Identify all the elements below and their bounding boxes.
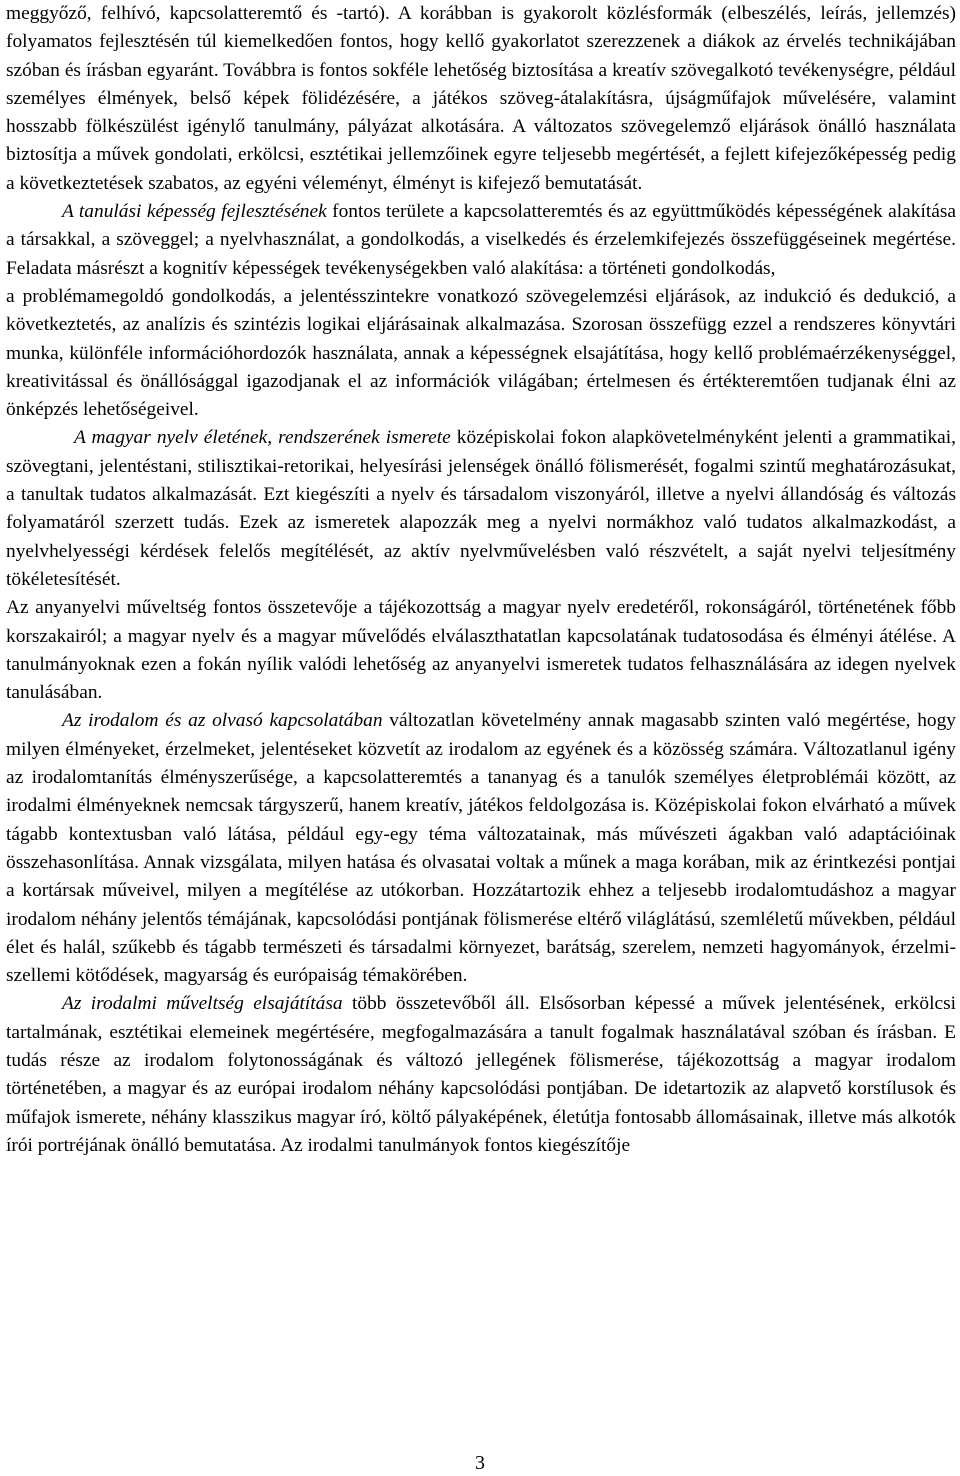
document-page [6,0,956,1160]
paragraph-mother-tongue [6,594,956,707]
italic-heading: Az irodalmi műveltség elsajátítása [62,993,343,1015]
paragraph-text: meggyőző, felhívó, kapcsolatteremtő és -tartó). A korábban is gyakorolt közlésformák (elbeszélés, leírás, jellemzés) folyamatos fejlesztésén túl kiemelkedően fontos, hogy kellő gyakorlatot szerezzenek a diákok az érvelés technikájában szóban és írásban egyaránt. Továbbra is fontos sokféle lehetőség biztosítása a kreatív szövegalkotó tevékenységre, például személyes élmények, belső képek fölidézésére, a játékos szöveg-átalakításra, újságműfajok művelésére, valamint hosszabb fölkészülést igénylő tanulmány, pályázat alkotására. A változatos szövegelemző eljárások önálló használata biztosítja a művek gondolati, erkölcsi, esztétikai jellemzőinek egyre teljesebb megértését, a fejlett kifejezőképesség pedig a következtetések szabatos, az egyéni véleményt, élményt is kifejező bemutatását. [6,3,956,194]
paragraph-literary-literacy [6,990,956,1160]
paragraph-text: a problémamegoldó gondolkodás, a jelentésszintekre vonatkozó szövegelemzési eljárások, az indukció és dedukció, a következtetés, az analízis és szintézis logikai eljárásainak alkalmazása. Szorosan összefügg ezzel a rendszeres könyvtári munka, különféle információhordozók használata, annak a képességnek elsajátítása, hogy kellő problémaérzékenységgel, kreativitással és önállósággal igazodjanak el az információk világában; értelmesen és értékteremtően tudjanak élni az önképzés lehetőségeivel. [6,285,956,421]
paragraph-text: Az anyanyelvi műveltség fontos összetevője a tájékozottság a magyar nyelv eredetéről, rokonságáról, történetének főbb korszakairól; a magyar nyelv és a magyar művelődés elválaszthatatlan kapcsolatának tudatosodása és élményi átélése. A tanulmányoknak ezen a fokán nyílik valódi lehetőség az anyanyelvi ismeretek tudatos felhasználására az idegen nyelvek tanulásában. [6,597,956,704]
paragraph-learning-ability-continued [6,283,956,424]
paragraph-text: változatlan követelmény annak magasabb szinten való megértése, hogy milyen élményeket, érzelmeket, jelentéseket közvetít az irodalom az egyének és a közösség számára. Változatlanul igény az irodalomtanítás élményszerűsége, a kapcsolatteremtés a tananyag és a tanulók személyes életproblémái között, az irodalmi élményeknek nemcsak tárgyszerű, hanem kreatív, játékos feldolgozása is. Középiskolai fokon elvárható a művek tágabb kontextusban való látása, például egy-egy téma változatainak, más művészeti ágakban való adaptációinak összehasonlítása. Annak vizsgálata, milyen hatása és olvasatai voltak a műnek a maga korában, mik az érintkezési pontjai a kortársak műveivel, milyen a megítélése az utókorban. Hozzátartozik ehhez a teljesebb irodalomtudáshoz a magyar irodalom néhány jelentős témájának, kapcsolódási pontjának fölismerése eltérő világlátású, szemléletű művekben, például élet és halál, szűkebb és tágabb természeti és társadalmi környezet, barátság, szerelem, nemzeti hagyományok, érzelmi-szellemi kötődések, magyarság és európaiság témakörében. [6,710,956,987]
paragraph-learning-ability [6,198,956,283]
paragraph-text: több összetevőből áll. Elsősorban képessé a művek jelentésének, erkölcsi tartalmának, esztétikai elemeinek megértésére, megfogalmazására a tanult fogalmak használatával szóban és írásban. E tudás része az irodalom folytonosságának és változó jellegének fölismerése, tájékozottság a magyar irodalom történetében, a magyar és az európai irodalom néhány kapcsolódási pontjában. De idetartozik az alapvető korstílusok és műfajok ismerete, néhány klasszikus magyar író, költő pályaképének, életútja fontosabb állomásainak, illetve más alkotók írói portréjának önálló bemutatása. Az irodalmi tanulmányok fontos kiegészítője [6,993,956,1156]
paragraph-literature-reader [6,707,956,990]
page-number: 3 [475,1452,485,1474]
paragraph-text: középiskolai fokon alapkövetelményként jelenti a grammatikai, szövegtani, jelentéstani, stilisztikai-retorikai, helyesírási jelenségek önálló fölismerését, fogalmi szintű meghatározásukat, a tanultak tudatos alkalmazását. Ezt kiegészíti a nyelv és társadalom viszonyáról, illetve a nyelvi állandóság és változás folyamatáról szerzett tudás. Ezek az ismeretek alapozzák meg a nyelvi normákhoz való tudatos alkalmazkodást, a nyelvhelyességi kérdések felelős megítélését, az aktív nyelvművelésben való részvételt, a saját nyelvi teljesítmény tökéletesítését. [6,427,957,590]
italic-heading: Az irodalom és az olvasó kapcsolatában [62,710,383,732]
paragraph-language-knowledge [6,424,956,594]
italic-heading: A tanulási képesség fejlesztésének [62,201,327,223]
italic-heading: A magyar nyelv életének, rendszerének ismerete [74,427,451,449]
paragraph-text: fontos területe a kapcsolatteremtés és az együttműködés képességének alakítása a társakkal, a szöveggel; a nyelvhasználat, a gondolkodás, a viselkedés és érzelemkifejezés összefüggéseinek megértése. Feladata másrészt a kognitív képességek tevékenységekben való alakítása: a történeti gondolkodás, [6,201,956,279]
paragraph-communication-forms [6,0,956,198]
